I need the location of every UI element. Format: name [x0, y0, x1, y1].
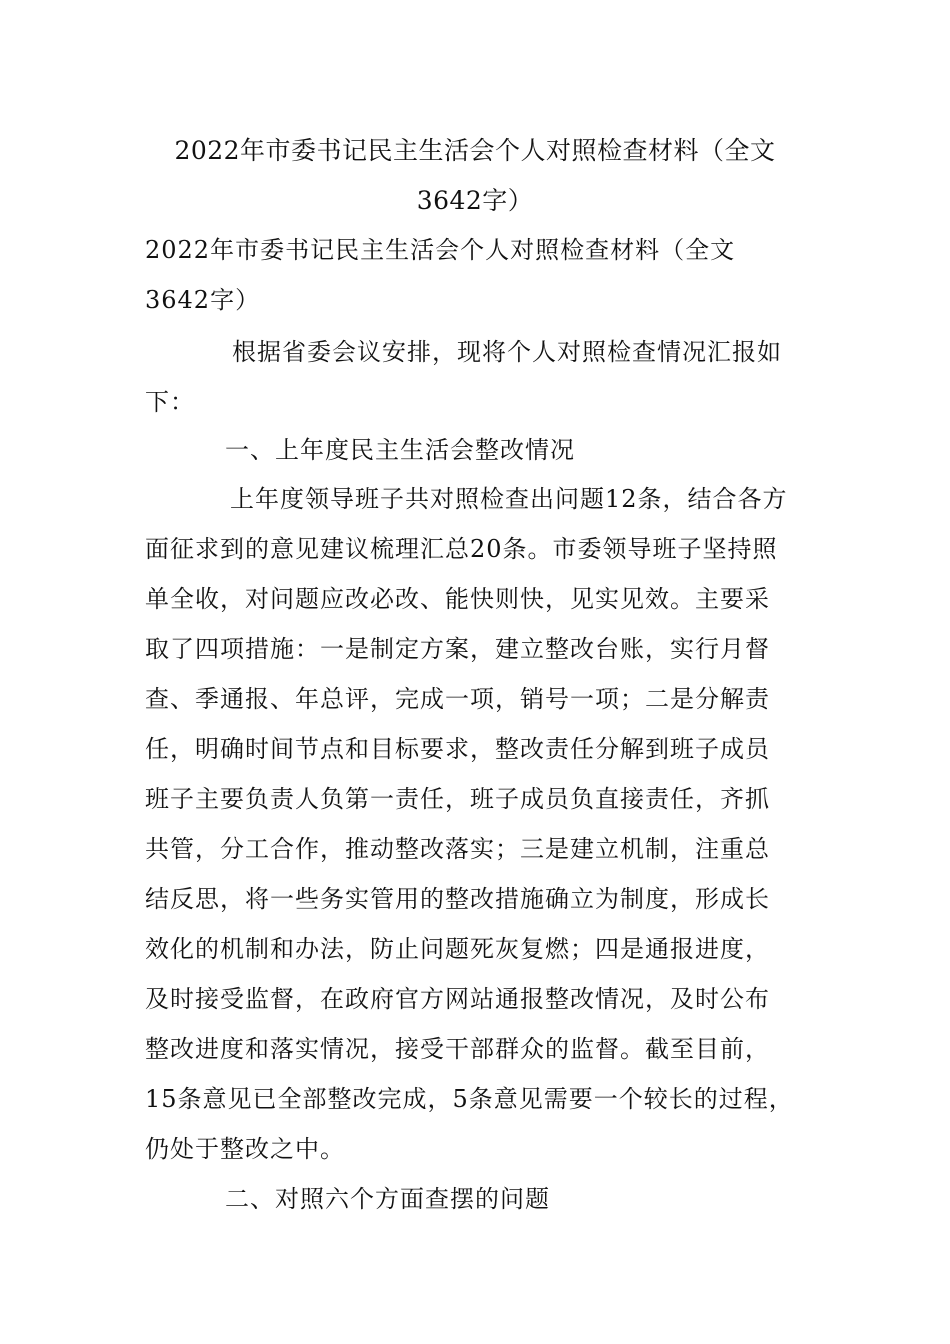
section-1-heading: 一、上年度民主生活会整改情况	[225, 436, 575, 464]
paragraph-line: 查、季通报、年总评，完成一项，销号一项；二是分解责	[145, 685, 770, 713]
paragraph-line: 15条意见已全部整改完成，5条意见需要一个较长的过程，	[145, 1085, 794, 1113]
paragraph-line: 效化的机制和办法，防止问题死灰复燃；四是通报进度，	[145, 935, 770, 963]
paragraph-line: 整改进度和落实情况，接受干部群众的监督。截至目前，	[145, 1035, 770, 1063]
section-2-heading: 二、对照六个方面查摆的问题	[225, 1185, 550, 1213]
paragraph-line: 及时接受监督，在政府官方网站通报整改情况，及时公布	[145, 985, 770, 1013]
paragraph-line: 取了四项措施：一是制定方案，建立整改台账，实行月督	[145, 635, 770, 663]
document-title-line-1: 2022年市委书记民主生活会个人对照检查材料（全文	[174, 136, 776, 165]
paragraph-line: 任，明确时间节点和目标要求，整改责任分解到班子成员	[145, 735, 770, 763]
paragraph-line: 班子主要负责人负第一责任，班子成员负直接责任，齐抓	[145, 785, 770, 813]
paragraph-line: 上年度领导班子共对照检查出问题12条，结合各方	[230, 485, 788, 513]
paragraph-line: 单全收，对问题应改必改、能快则快，见实见效。主要采	[145, 585, 770, 613]
document-title-line-2: 3642字）	[416, 186, 534, 215]
paragraph-line: 共管，分工合作，推动整改落实；三是建立机制，注重总	[145, 835, 770, 863]
intro-line-2: 下：	[145, 388, 195, 416]
paragraph-line: 仍处于整改之中。	[145, 1135, 345, 1163]
subtitle-line-1: 2022年市委书记民主生活会个人对照检查材料（全文	[145, 236, 736, 264]
subtitle-line-2: 3642字）	[145, 286, 261, 314]
paragraph-line: 结反思，将一些务实管用的整改措施确立为制度，形成长	[145, 885, 770, 913]
paragraph-line: 面征求到的意见建议梳理汇总20条。市委领导班子坚持照	[145, 535, 778, 563]
intro-line-1: 根据省委会议安排，现将个人对照检查情况汇报如	[232, 338, 782, 366]
